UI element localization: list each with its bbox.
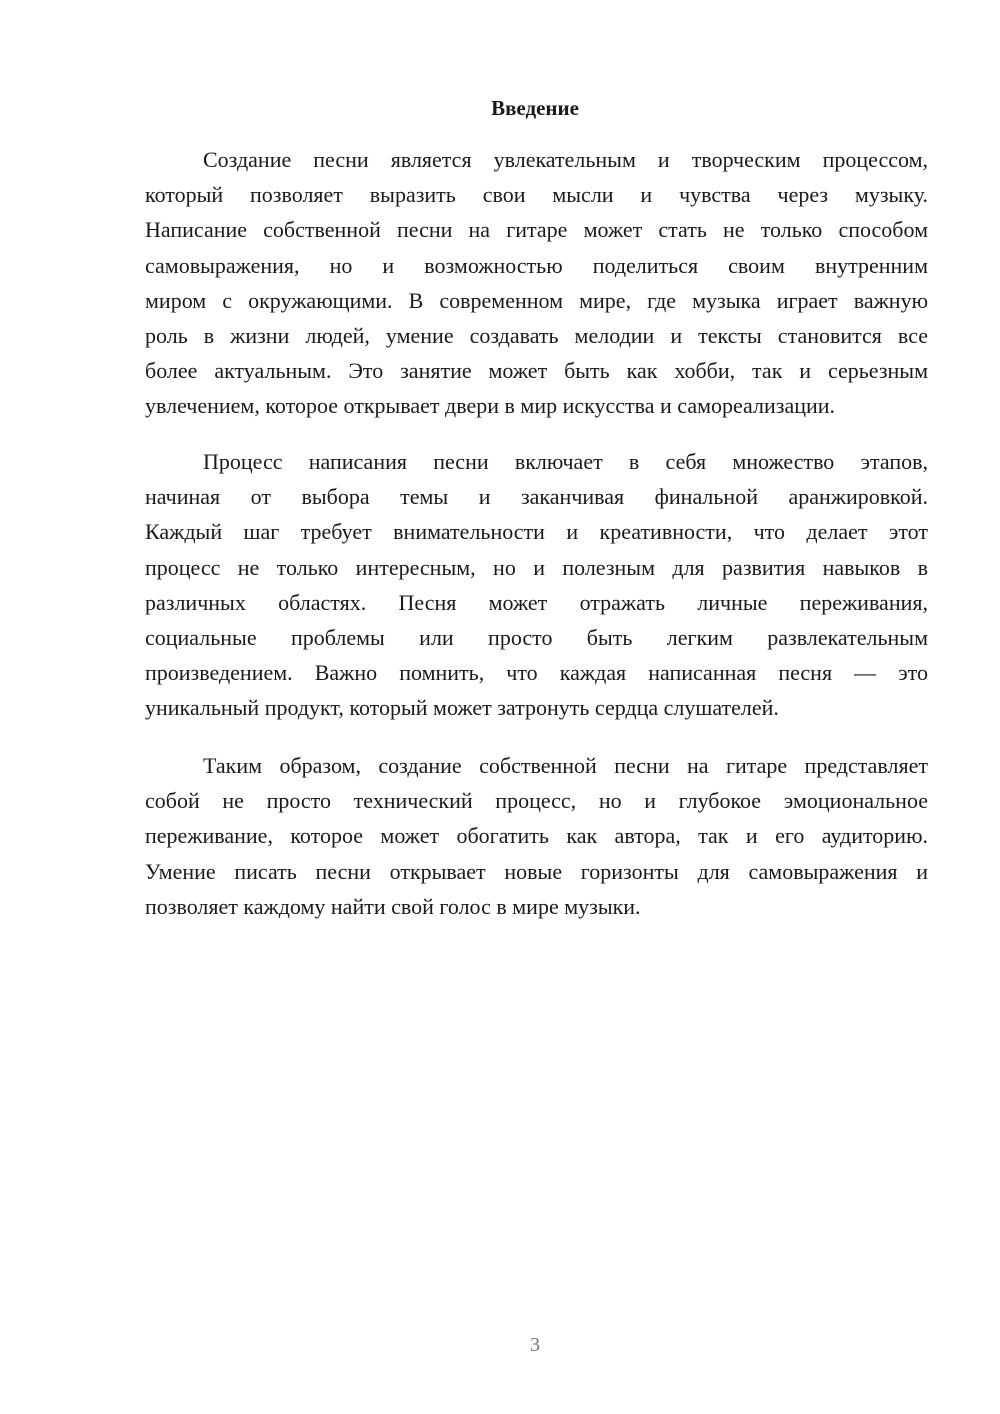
text-line: более актуальным. Это занятие может быть как хобби, так и серьезным [145, 358, 928, 384]
text-line: Процесс написания песни включает в себя множество этапов, [203, 449, 928, 474]
text-line: Умение писать песни открывает новые горизонты для самовыражения и [145, 858, 928, 884]
text-line: роль в жизни людей, умение создавать мелодии и тексты становится все [145, 322, 928, 348]
text-line: переживание, которое может обогатить как автора, так и его аудиторию. [145, 823, 928, 849]
page-number: 3 [530, 1334, 540, 1356]
text-line: миром с окружающими. В современном мире, где музыка играет важную [145, 287, 928, 313]
text-line: социальные проблемы или просто быть легким развлекательным [145, 624, 928, 650]
text-line: Таким образом, создание собственной песни на гитаре представляет [203, 753, 928, 778]
text-line: различных областях. Песня может отражать личные переживания, [145, 589, 928, 615]
paragraph [145, 748, 928, 924]
text-line: который позволяет выразить свои мысли и чувства через музыку. [145, 182, 928, 208]
text-line: самовыражения, но и возможностью поделиться своим внутренним [145, 252, 928, 278]
text-line: Написание собственной песни на гитаре может стать не только способом [145, 217, 928, 243]
text-line: увлечением, которое открывает двери в мир искусства и самореализации. [145, 393, 836, 419]
text-line: начиная от выбора темы и заканчивая финальной аранжировкой. [145, 484, 928, 510]
text-line: Создание песни является увлекательным и творческим процессом, [203, 147, 928, 172]
paragraph [145, 444, 928, 726]
text-line: уникальный продукт, который может затронуть сердца слушателей. [145, 695, 779, 721]
paragraph [145, 142, 928, 424]
text-line: позволяет каждому найти свой голос в мире музыки. [145, 893, 641, 919]
text-line: процесс не только интересным, но и полезным для развития навыков в [145, 554, 928, 580]
section-title: Введение [491, 96, 579, 120]
text-line: Каждый шаг требует внимательности и креативности, что делает этот [145, 519, 928, 545]
text-line: собой не просто технический процесс, но и глубокое эмоциональное [145, 788, 928, 814]
text-line: произведением. Важно помнить, что каждая написанная песня — это [145, 660, 928, 686]
